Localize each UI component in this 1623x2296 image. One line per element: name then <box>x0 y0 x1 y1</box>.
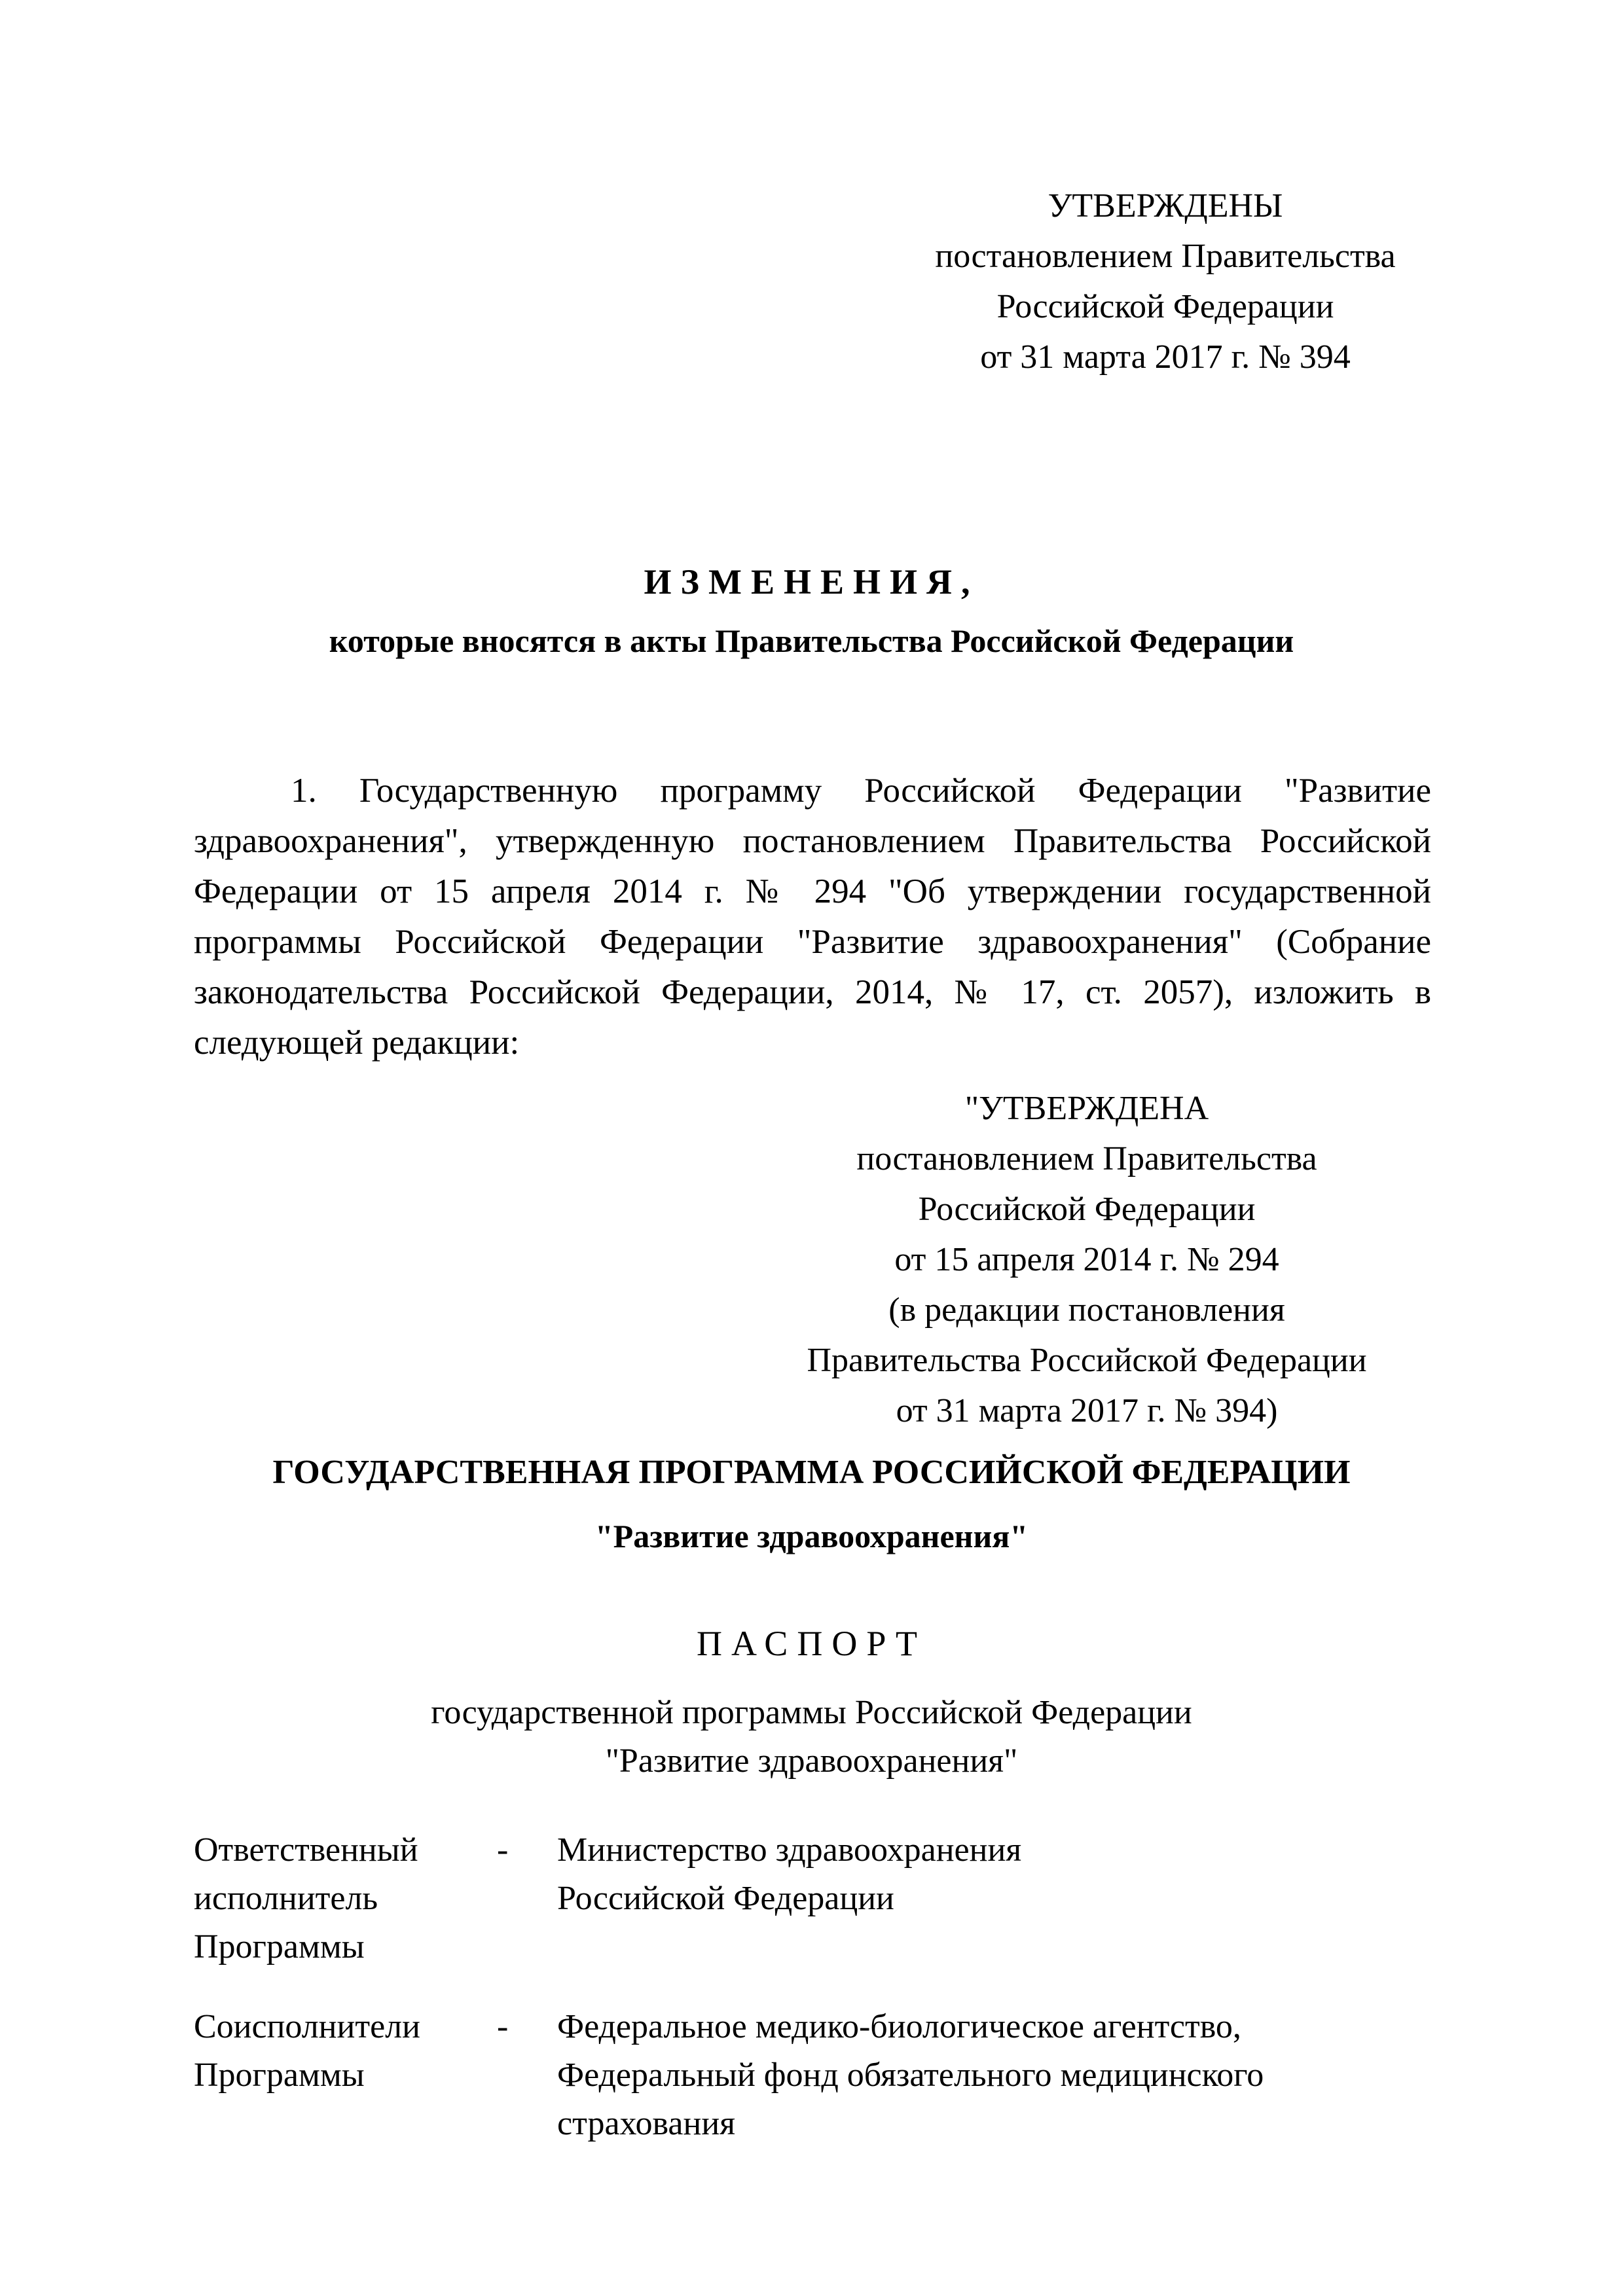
approval-heading: УТВЕРЖДЕНЫ <box>1048 187 1283 224</box>
row-value-line: Министерство здравоохранения <box>557 1831 1022 1869</box>
approval-date-number: от 31 марта 2017 г. № 394 <box>980 338 1351 376</box>
passport-table <box>194 1826 1431 2179</box>
passport-row-responsible <box>194 1826 1431 1971</box>
row-value-line: Федеральный фонд обязательного медицинского <box>557 2056 1264 2094</box>
passport-title: ПАСПОРТ <box>697 1624 926 1663</box>
approved-line: (в редакции постановления <box>888 1291 1285 1329</box>
row-label-line: Программы <box>194 1928 365 1965</box>
program-subtitle: "Развитие здравоохранения" <box>594 1518 1029 1554</box>
approved-line: от 31 марта 2017 г. № 394) <box>896 1392 1278 1429</box>
approved-line: от 15 апреля 2014 г. № 294 <box>894 1241 1279 1278</box>
row-value <box>557 2003 1431 2148</box>
approved-stamp-block <box>773 1083 1401 1436</box>
approved-line: Правительства Российской Федерации <box>807 1342 1367 1379</box>
approval-line: Российской Федерации <box>996 288 1334 325</box>
row-value <box>557 1826 1431 1971</box>
row-label <box>194 1826 492 1971</box>
row-value-line: Российской Федерации <box>557 1880 894 1917</box>
passport-subtitle-line: "Развитие здравоохранения" <box>605 1742 1018 1780</box>
row-value-line: страхования <box>557 2105 736 2142</box>
program-title: ГОСУДАРСТВЕННАЯ ПРОГРАММА РОССИЙСКОЙ ФЕДЕРАЦИИ <box>272 1454 1351 1491</box>
changes-subtitle: которые вносятся в акты Правительства Российской Федерации <box>329 622 1294 659</box>
row-label-line: Соисполнители <box>194 2008 420 2045</box>
approval-stamp-block <box>851 181 1480 382</box>
approved-line: Российской Федерации <box>918 1191 1256 1228</box>
row-dash: - <box>497 1831 509 1869</box>
paragraph-1: 1. Государственную программу Российской Федерации "Развитие здравоохранения", утвержденную постановлением Правительства Российской Федерации от 15 апреля 2014 г. № 294 "Об утверждении государственной программы Российской Федерации "Развитие здравоохранения" (Собрание законодательства Российской Федерации, 2014, № 17, ст. 2057), изложить в следующей редакции: <box>194 772 1431 1062</box>
row-value-line: Федеральное медико-биологическое агентство, <box>557 2008 1241 2045</box>
passport-row-coexecutors <box>194 2003 1431 2148</box>
approved-line: постановлением Правительства <box>856 1140 1317 1177</box>
passport-subtitle <box>0 1689 1623 1785</box>
changes-title: ИЗМЕНЕНИЯ, <box>644 562 979 601</box>
row-dash: - <box>497 2008 509 2045</box>
approved-heading: "УТВЕРЖДЕНА <box>964 1090 1209 1127</box>
row-label-line: исполнитель <box>194 1880 378 1917</box>
row-label-line: Ответственный <box>194 1831 418 1869</box>
passport-subtitle-line: государственной программы Российской Федерации <box>431 1694 1192 1731</box>
row-label <box>194 2003 492 2148</box>
row-label-line: Программы <box>194 2056 365 2094</box>
approval-line: постановлением Правительства <box>935 238 1396 275</box>
